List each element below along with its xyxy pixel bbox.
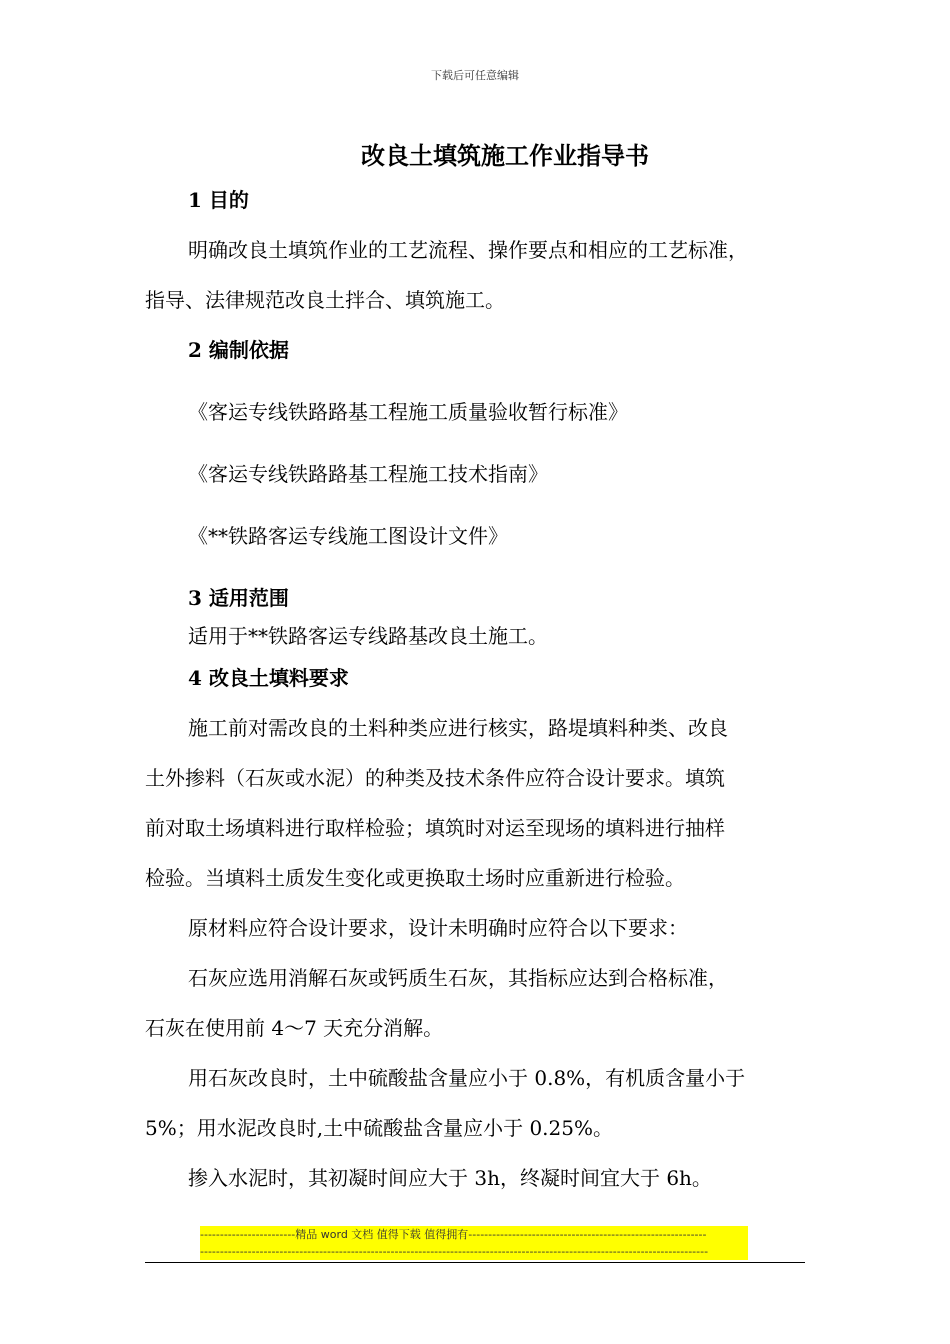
- paragraph-line: 掺入水泥时，其初凝时间应大于 3h，终凝时间宜大于 6h。: [188, 1166, 712, 1190]
- paragraph-line: 施工前对需改良的土料种类应进行核实，路堤填料种类、改良: [188, 716, 728, 740]
- paragraph-line: 原材料应符合设计要求，设计未明确时应符合以下要求：: [188, 916, 688, 940]
- paragraph-line: 石灰在使用前 4～7 天充分消解。: [145, 1016, 444, 1040]
- paragraph-line: 石灰应选用消解石灰或钙质生石灰，其指标应达到合格标准，: [188, 966, 728, 990]
- paragraph-line: 用石灰改良时，土中硫酸盐含量应小于 0.8%，有机质含量小于: [188, 1066, 746, 1090]
- footer-banner-line: --------------------------------------------------------------------------------------------------------------------------------: [200, 1245, 709, 1258]
- paragraph-line: 前对取土场填料进行取样检验；填筑时对运至现场的填料进行抽样: [145, 816, 725, 840]
- paragraph-line: 检验。当填料土质发生变化或更换取土场时应重新进行检验。: [145, 866, 685, 890]
- footer-promo-banner: [200, 1226, 748, 1260]
- section-3-heading: 3 适用范围: [188, 586, 289, 610]
- document-title: 改良土填筑施工作业指导书: [361, 141, 649, 170]
- reference-item: 《客运专线铁路路基工程施工技术指南》: [188, 462, 548, 486]
- reference-item: 《客运专线铁路路基工程施工质量验收暂行标准》: [188, 400, 628, 424]
- page-header-watermark: 下载后可任意编辑: [431, 69, 519, 82]
- paragraph-line: 指导、法律规范改良土拌合、填筑施工。: [145, 288, 505, 312]
- section-2-heading: 2 编制依据: [188, 338, 289, 362]
- section-1-heading: 1 目的: [188, 188, 249, 212]
- footer-banner-line: ------------------------精品 word 文档 值得下载 值得拥有------------------------------------------------------------: [200, 1228, 707, 1241]
- paragraph-line: 明确改良土填筑作业的工艺流程、操作要点和相应的工艺标准，: [188, 238, 748, 262]
- reference-item: 《**铁路客运专线施工图设计文件》: [188, 524, 508, 548]
- footer-divider: [145, 1262, 805, 1263]
- paragraph-line: 适用于**铁路客运专线路基改良土施工。: [188, 624, 548, 648]
- section-4-heading: 4 改良土填料要求: [188, 666, 349, 690]
- paragraph-line: 土外掺料（石灰或水泥）的种类及技术条件应符合设计要求。填筑: [145, 766, 725, 790]
- paragraph-line: 5%；用水泥改良时,土中硫酸盐含量应小于 0.25%。: [145, 1116, 613, 1140]
